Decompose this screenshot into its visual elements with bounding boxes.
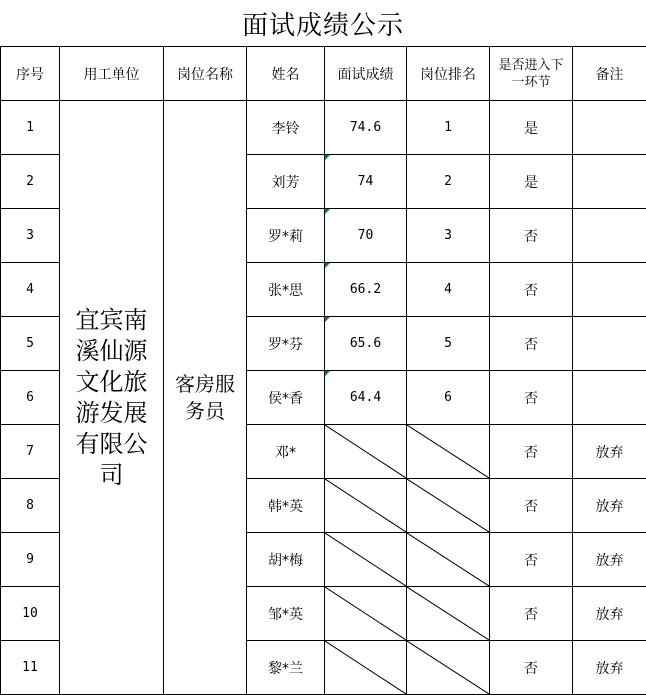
cell-advance: 是 [490,155,573,209]
cell-advance: 否 [490,425,573,479]
cell-score: 74 [325,155,407,209]
strike-diagonal [407,641,489,694]
header-seq: 序号 [1,47,60,101]
cell-seq: 5 [1,317,60,371]
header-note: 备注 [573,47,646,101]
cell-rank [407,641,490,695]
cell-note [573,317,646,371]
header-unit: 用工单位 [60,47,164,101]
results-table [0,46,646,695]
cell-seq: 4 [1,263,60,317]
strike-diagonal [325,641,406,694]
cell-seq: 3 [1,209,60,263]
cell-name: 侯*香 [247,371,325,425]
cell-note [573,101,646,155]
cell-name: 刘芳 [247,155,325,209]
strike-diagonal [407,587,489,640]
cell-score: 65.6 [325,317,407,371]
strike-diagonal [407,479,489,532]
cell-rank [407,479,490,533]
cell-advance: 否 [490,209,573,263]
cell-score [325,479,407,533]
table-row [1,101,646,155]
cell-name: 胡*梅 [247,533,325,587]
cell-rank: 2 [407,155,490,209]
cell-note [573,371,646,425]
cell-unit: 宜宾南溪仙源文化旅游发展有限公司 [60,101,164,695]
cell-seq: 1 [1,101,60,155]
cell-name: 李铃 [247,101,325,155]
strike-diagonal [407,533,489,586]
cell-note: 放弃 [573,479,646,533]
strike-diagonal [407,425,489,478]
cell-advance: 否 [490,263,573,317]
cell-advance: 否 [490,317,573,371]
cell-advance: 否 [490,641,573,695]
cell-advance: 是 [490,101,573,155]
cell-rank [407,425,490,479]
cell-advance: 否 [490,533,573,587]
cell-rank [407,587,490,641]
cell-name: 邓* [247,425,325,479]
cell-score [325,425,407,479]
strike-diagonal [325,533,406,586]
cell-score [325,533,407,587]
cell-score: 74.6 [325,101,407,155]
cell-note: 放弃 [573,425,646,479]
cell-seq: 10 [1,587,60,641]
cell-seq: 6 [1,371,60,425]
cell-rank: 3 [407,209,490,263]
cell-seq: 8 [1,479,60,533]
cell-note: 放弃 [573,641,646,695]
page-title: 面试成绩公示 [241,10,404,41]
cell-rank: 4 [407,263,490,317]
table-body [1,101,646,695]
cell-score [325,587,407,641]
cell-name: 罗*莉 [247,209,325,263]
cell-advance: 否 [490,479,573,533]
cell-seq: 9 [1,533,60,587]
cell-name: 韩*英 [247,479,325,533]
header-score: 面试成绩 [325,47,407,101]
cell-seq: 2 [1,155,60,209]
cell-note [573,209,646,263]
cell-note [573,155,646,209]
header-post: 岗位名称 [164,47,247,101]
header-name: 姓名 [247,47,325,101]
cell-score: 66.2 [325,263,407,317]
cell-post: 客房服务员 [164,101,247,695]
cell-name: 邹*英 [247,587,325,641]
cell-rank: 6 [407,371,490,425]
cell-name: 张*思 [247,263,325,317]
cell-rank: 5 [407,317,490,371]
cell-note [573,263,646,317]
cell-name: 罗*芬 [247,317,325,371]
cell-advance: 否 [490,587,573,641]
cell-note: 放弃 [573,587,646,641]
cell-note: 放弃 [573,533,646,587]
cell-seq: 11 [1,641,60,695]
cell-score: 70 [325,209,407,263]
cell-rank [407,533,490,587]
cell-rank: 1 [407,101,490,155]
cell-seq: 7 [1,425,60,479]
strike-diagonal [325,425,406,478]
cell-score [325,641,407,695]
header-row [1,47,646,101]
strike-diagonal [325,587,406,640]
strike-diagonal [325,479,406,532]
cell-advance: 否 [490,371,573,425]
header-advance: 是否进入下一环节 [490,47,573,101]
cell-score: 64.4 [325,371,407,425]
cell-name: 黎*兰 [247,641,325,695]
header-rank: 岗位排名 [407,47,490,101]
